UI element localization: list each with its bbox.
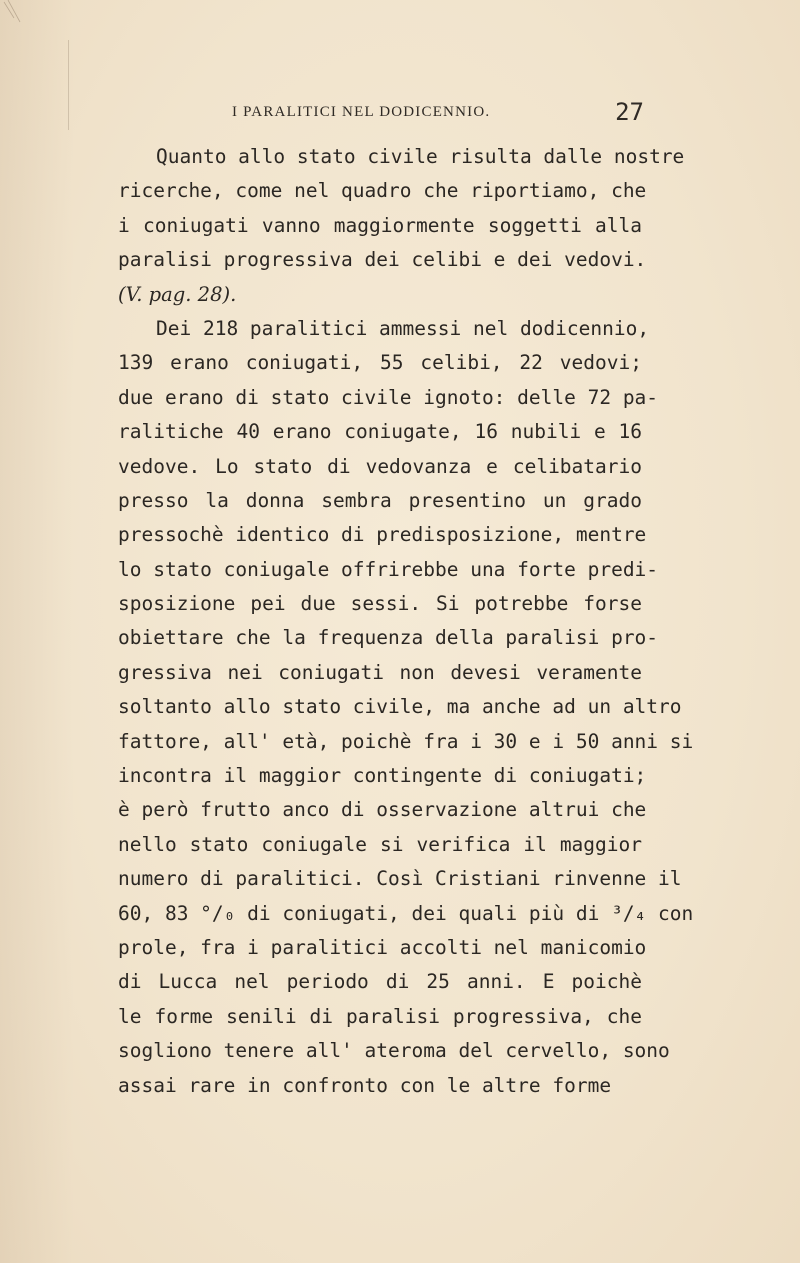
running-head: I PARALITICI NEL DODICENNIO. <box>232 104 491 120</box>
text-line: ricerche, come nel quadro che riportiamo, che <box>118 179 647 203</box>
text-line: obiettare che la frequenza della paralisi pro- <box>118 626 659 650</box>
text-line: incontra il maggior contingente di coniugati; <box>118 764 647 788</box>
text-line: prole, fra i paralitici accolti nel manicomio <box>118 935 647 959</box>
body-text <box>118 140 694 1103</box>
corner-scratch-mark <box>0 0 40 40</box>
text-line: nello stato coniugale si verifica il maggior <box>118 832 642 856</box>
text-line: soltanto allo stato civile, ma anche ad un altro <box>118 695 682 719</box>
text-line: paralisi progressiva dei celibi e dei vedovi. <box>118 248 647 272</box>
text-line: le forme senili di paralisi progressiva, che <box>118 1004 642 1028</box>
text-line: 60, 83 °/₀ di coniugati, dei quali più di ³/₄ con <box>118 901 694 925</box>
text-line: (V. pag. 28). <box>118 282 237 306</box>
binding-shadow <box>0 0 74 1263</box>
text-line: lo stato coniugale offrirebbe una forte predi- <box>118 557 659 581</box>
text-line: gressiva nei coniugati non devesi veramente <box>118 660 642 684</box>
text-line: pressochè identico di predisposizione, mentre <box>118 523 647 547</box>
text-line: i coniugati vanno maggiormente soggetti alla <box>118 213 642 237</box>
text-line: sposizione pei due sessi. Si potrebbe forse <box>118 592 642 616</box>
text-line: vedove. Lo stato di vedovanza e celibatario <box>118 454 642 478</box>
page-header <box>232 98 644 132</box>
text-line: numero di paralitici. Così Cristiani rinvenne il <box>118 867 682 891</box>
text-line: di Lucca nel periodo di 25 anni. E poichè <box>118 970 642 994</box>
text-line: ralitiche 40 erano coniugate, 16 nubili e 16 <box>118 420 642 444</box>
text-line: due erano di stato civile ignoto: delle 72 pa- <box>118 385 659 409</box>
page-crease <box>68 40 69 130</box>
text-line: assai rare in confronto con le altre forme <box>118 1073 612 1097</box>
text-line: presso la donna sembra presentino un grado <box>118 488 642 512</box>
text-line: è però frutto anco di osservazione altrui che <box>118 798 647 822</box>
text-line: Dei 218 paralitici ammessi nel dodicennio, <box>156 316 650 340</box>
page-number: 27 <box>615 98 644 126</box>
text-line: Quanto allo stato civile risulta dalle nostre <box>156 145 685 168</box>
text-line: sogliono tenere all' ateroma del cervello, sono <box>118 1039 670 1063</box>
text-line: fattore, all' età, poichè fra i 30 e i 50 anni si <box>118 729 694 753</box>
text-line: 139 erano coniugati, 55 celibi, 22 vedovi; <box>118 351 642 375</box>
